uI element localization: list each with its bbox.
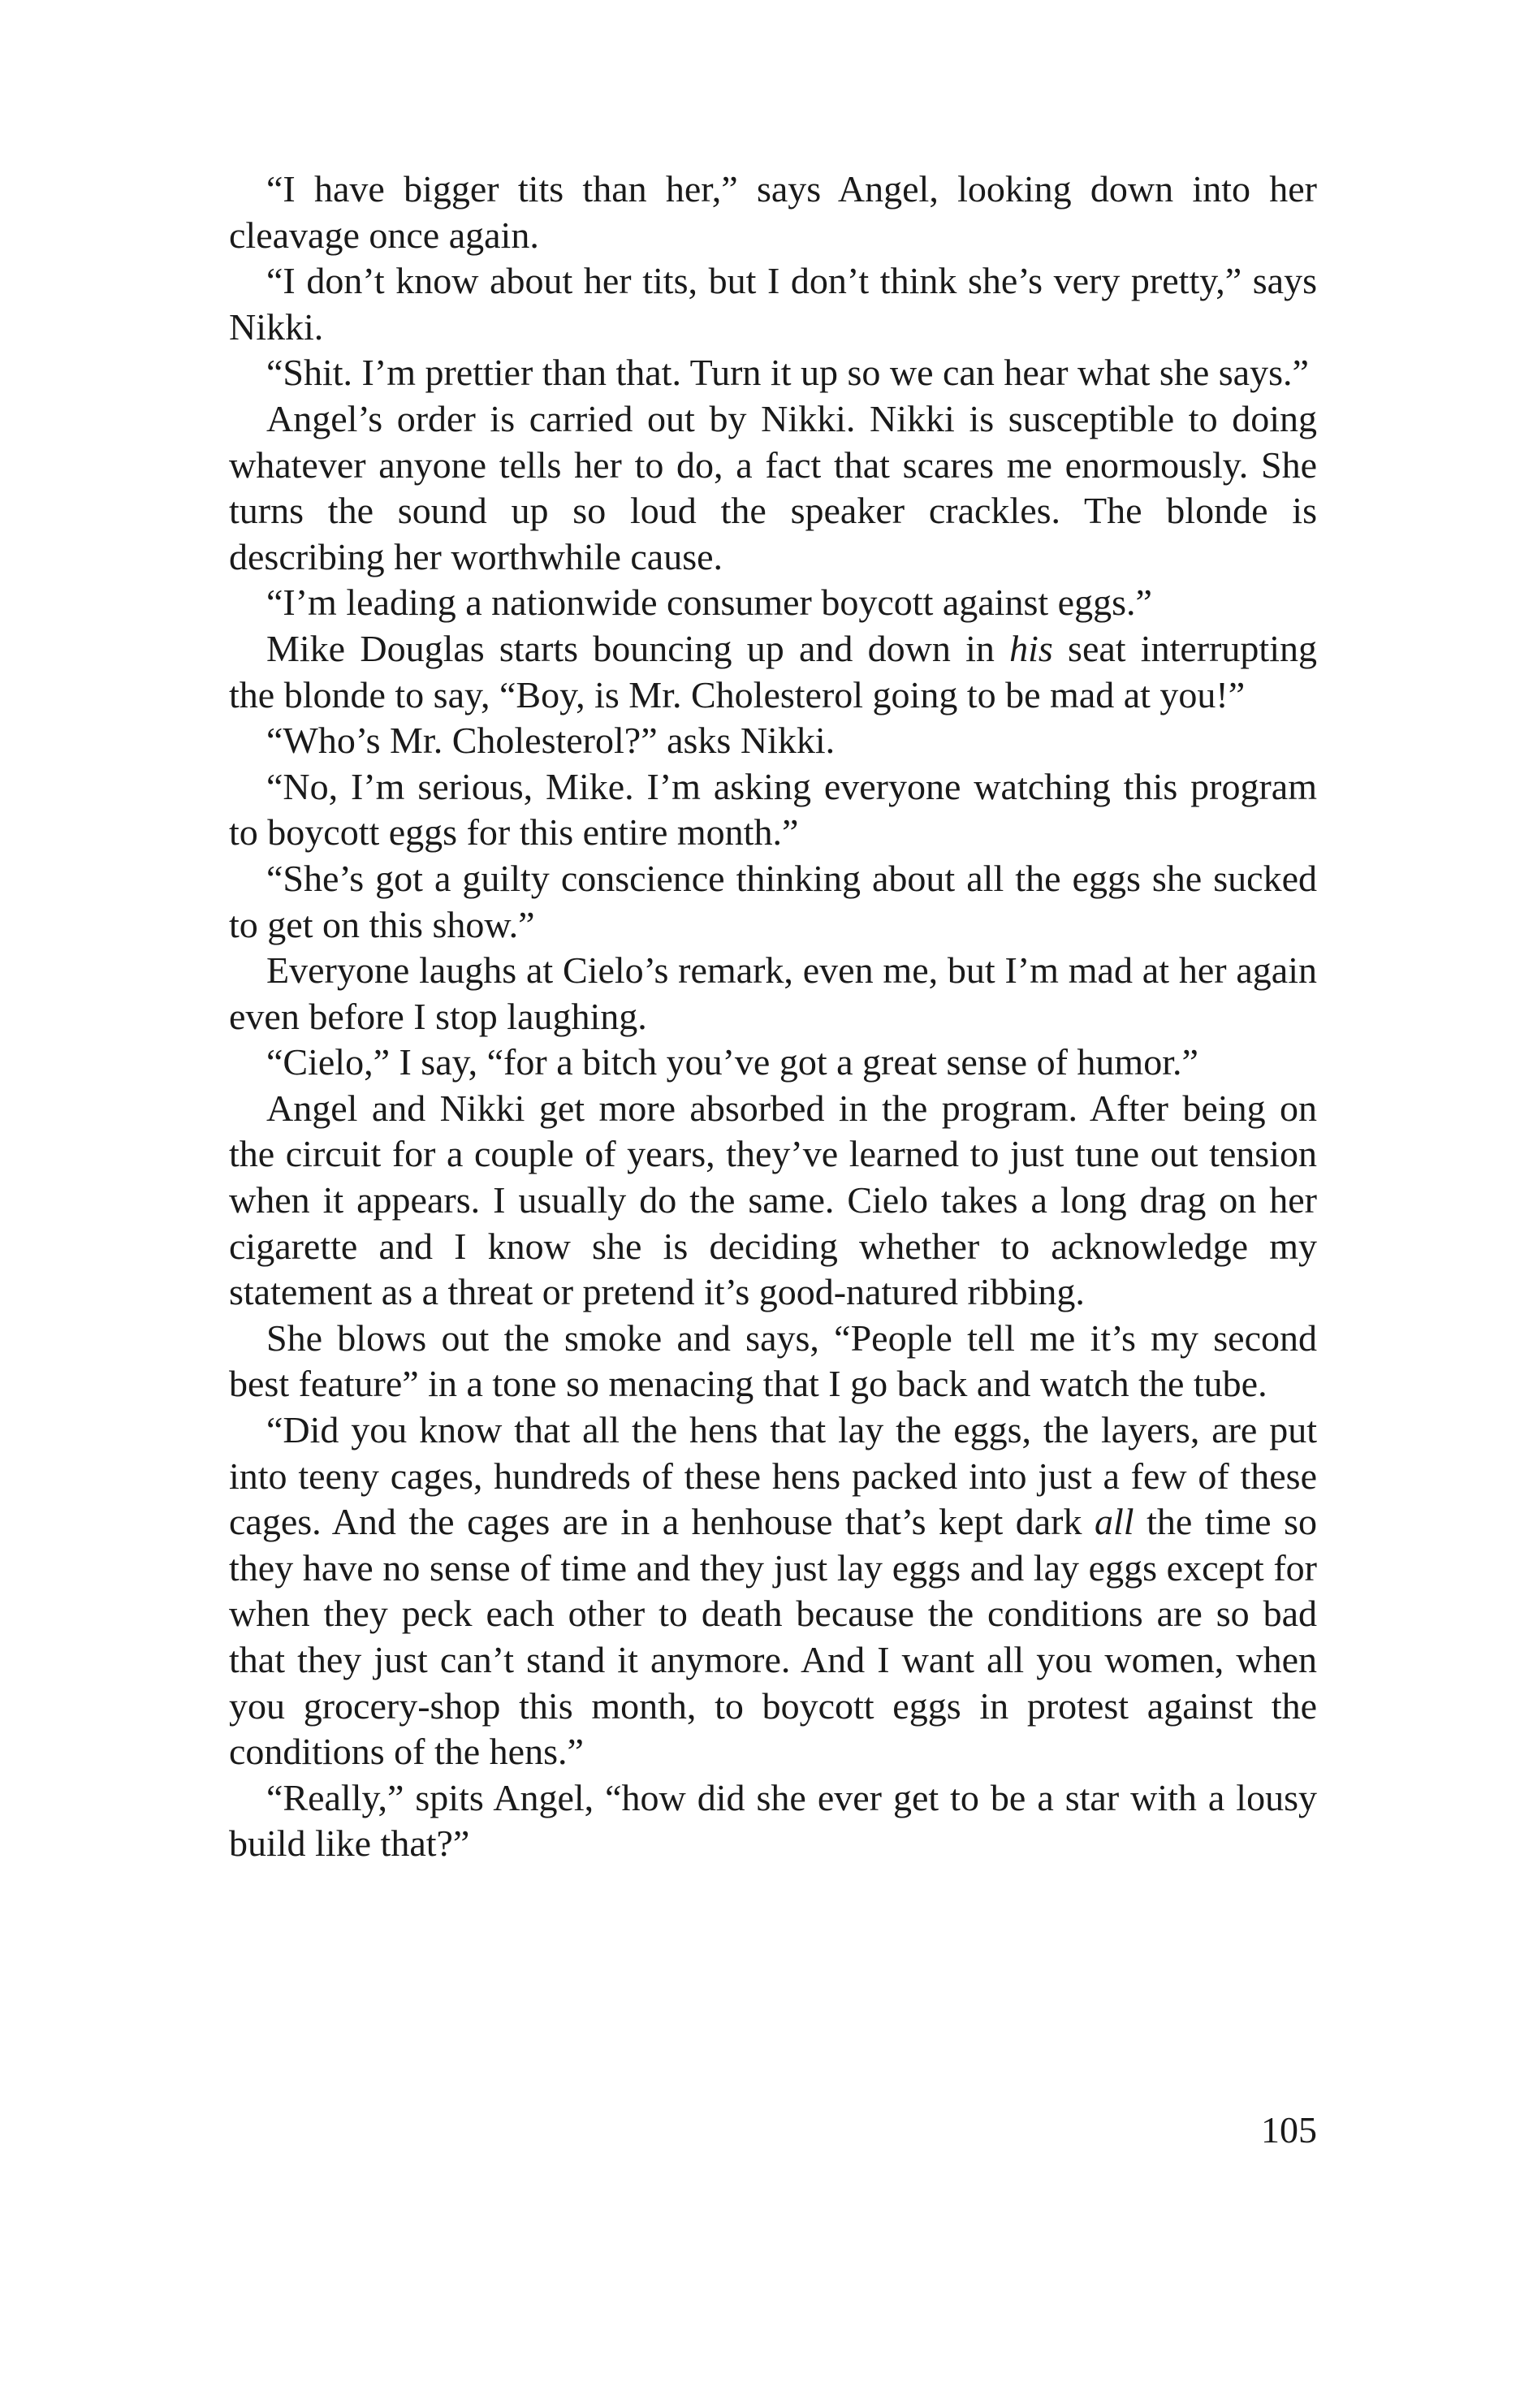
page-number: 105 bbox=[1261, 2109, 1317, 2151]
text-run: seat interrupting the blonde to say, “Boy, is Mr. Cholesterol going to be mad at you!” bbox=[229, 627, 1317, 715]
paragraph bbox=[229, 1407, 1317, 1775]
text-run: Mike Douglas starts bouncing up and down in bbox=[266, 627, 1010, 669]
paragraph bbox=[229, 1316, 1317, 1407]
paragraph bbox=[229, 856, 1317, 948]
paragraph bbox=[229, 948, 1317, 1040]
paragraph bbox=[229, 350, 1317, 396]
paragraph bbox=[229, 1040, 1317, 1086]
text-run: “Shit. I’m prettier than that. Turn it up so we can hear what she says.” bbox=[266, 352, 1309, 394]
paragraph bbox=[229, 1086, 1317, 1316]
text-run: “Really,” spits Angel, “how did she ever get to be a star with a lousy build like that?” bbox=[229, 1776, 1317, 1865]
paragraph bbox=[229, 1775, 1317, 1867]
text-run: “She’s got a guilty conscience thinking about all the eggs she sucked to get on this show.” bbox=[229, 857, 1317, 945]
text-run: “I’m leading a nationwide consumer boycott against eggs.” bbox=[266, 581, 1152, 624]
text-run: She blows out the smoke and says, “People tell me it’s my second best feature” in a tone so menacing that I go back and watch the tube. bbox=[229, 1316, 1317, 1405]
paragraph bbox=[229, 718, 1317, 764]
paragraph bbox=[229, 166, 1317, 258]
body-text bbox=[229, 166, 1317, 1867]
paragraph bbox=[229, 396, 1317, 580]
paragraph bbox=[229, 626, 1317, 718]
paragraph bbox=[229, 764, 1317, 856]
text-run: Angel’s order is carried out by Nikki. Nikki is susceptible to doing whatever anyone tells her to do, a fact that scares me enormously. She turns the sound up so loud the speaker crackles. The blonde is describing her worthwhile cause. bbox=[229, 397, 1317, 577]
text-run: “I don’t know about her tits, but I don’t think she’s very pretty,” says Nikki. bbox=[229, 260, 1317, 348]
paragraph bbox=[229, 580, 1317, 626]
text-run: “Who’s Mr. Cholesterol?” asks Nikki. bbox=[266, 720, 836, 762]
text-run: the time so they have no sense of time and they just lay eggs and lay eggs except for when they peck each other to death because the conditions are so bad that they just can’t stand it anymore. And I want all you women, when you grocery-shop this month, to boycott eggs in protest against the conditions of the hens.” bbox=[229, 1501, 1317, 1773]
text-run: “Cielo,” I say, “for a bitch you’ve got a great sense of humor.” bbox=[266, 1041, 1198, 1083]
paragraph bbox=[229, 258, 1317, 350]
text-run: “I have bigger tits than her,” says Angel, looking down into her cleavage once again. bbox=[229, 168, 1317, 256]
italic-text: his bbox=[1009, 627, 1053, 669]
italic-text: all bbox=[1095, 1501, 1134, 1543]
text-run: Everyone laughs at Cielo’s remark, even me, but I’m mad at her again even before I stop laughing. bbox=[229, 949, 1317, 1037]
text-run: “No, I’m serious, Mike. I’m asking everyone watching this program to boycott eggs for this entire month.” bbox=[229, 765, 1317, 854]
text-run: Angel and Nikki get more absorbed in the program. After being on the circuit for a couple of years, they’ve learned to just tune out tension when it appears. I usually do the same. Cielo takes a long drag on her cigarette and I know she is deciding whether to acknowledge my statement as a threat or pretend it’s good-natured ribbing. bbox=[229, 1087, 1317, 1313]
text-run: “Did you know that all the hens that lay the eggs, the layers, are put into teeny cages, hundreds of these hens packed into just a few of these cages. And the cages are in a henhouse that’s kept dark bbox=[229, 1409, 1317, 1543]
